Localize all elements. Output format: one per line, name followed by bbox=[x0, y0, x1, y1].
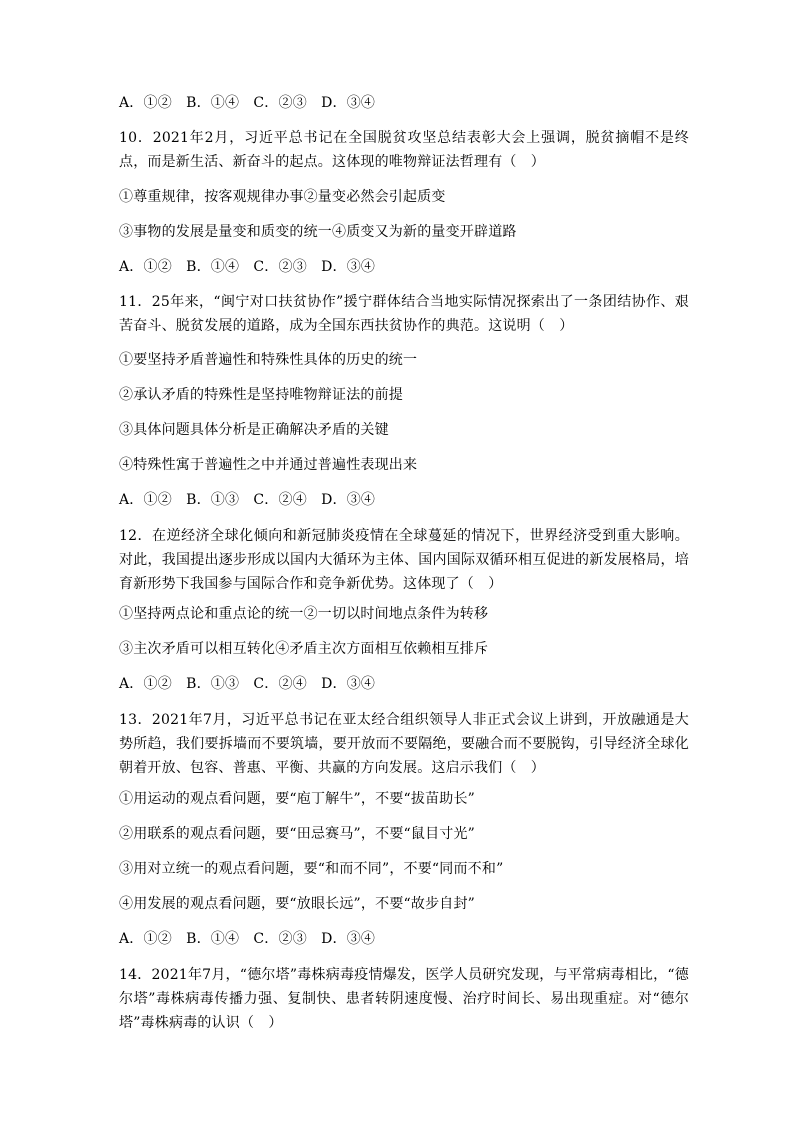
statement-q11-2: ②承认矛盾的特殊性是坚持唯物辩证法的前提 bbox=[119, 387, 403, 403]
statement-q11-1: ①要坚持矛盾普遍性和特殊性具体的历史的统一 bbox=[119, 352, 418, 368]
answer-options-q13: A．①② B．①④ C．②③ D．③④ bbox=[119, 931, 376, 947]
statement-q13-2: ②用联系的观点看问题，要“田忌赛马”，不要“鼠目寸光” bbox=[119, 826, 476, 842]
statement-q12-2: ③主次矛盾可以相互转化④矛盾主次方面相互依赖相互排斥 bbox=[119, 641, 489, 657]
statement-q12-1: ①坚持两点论和重点论的统一②一切以时间地点条件为转移 bbox=[119, 606, 489, 622]
question-10: 10．2021年2月，习近平总书记在全国脱贫攻坚总结表彰大会上强调，脱贫摘帽不是终点，而是新生活、新奋斗的起点。这体现的唯物辩证法哲理有（ ） bbox=[119, 130, 689, 170]
question-12: 12．在逆经济全球化倾向和新冠肺炎疫情在全球蔓延的情况下，世界经济受到重大影响。对此，我国提出逐步形成以国内大循环为主体、国内国际双循环相互促进的新发展格局，培育新形势下我国参与国际合作和竞争新优势。这体现了（ ） bbox=[119, 528, 689, 592]
question-14: 14．2021年7月，“德尔塔”毒株病毒疫情爆发，医学人员研究发现，与平常病毒相比，“德尔塔”毒株病毒传播力强、复制快、患者转阴速度慢、治疗时间长、易出现重症。对“德尔塔”毒株病毒的认识（ ） bbox=[119, 967, 689, 1031]
answer-options-q10: A．①② B．①④ C．②③ D．③④ bbox=[119, 259, 376, 275]
question-13: 13．2021年7月，习近平总书记在亚太经合组织领导人非正式会议上讲到，开放融通是大势所趋，我们要拆墙而不要筑墙，要开放而不要隔绝，要融合而不要脱钩，引导经济全球化朝着开放、包容、普惠、平衡、共赢的方向发展。这启示我们（ ） bbox=[119, 712, 689, 776]
answer-options-q11: A．①② B．①③ C．②④ D．③④ bbox=[119, 492, 376, 508]
statement-q13-1: ①用运动的观点看问题，要“庖丁解牛”，不要“拔苗助长” bbox=[119, 791, 476, 807]
statement-q10-2: ③事物的发展是量变和质变的统一④质变又为新的量变开辟道路 bbox=[119, 224, 517, 240]
statement-q11-3: ③具体问题具体分析是正确解决矛盾的关键 bbox=[119, 422, 389, 438]
statement-q10-1: ①尊重规律，按客观规律办事②量变必然会引起质变 bbox=[119, 189, 446, 205]
answer-options-q12: A．①② B．①③ C．②④ D．③④ bbox=[119, 676, 376, 692]
question-11: 11．25年来，“闽宁对口扶贫协作”援宁群体结合当地实际情况探索出了一条团结协作、艰苦奋斗、脱贫发展的道路，成为全国东西扶贫协作的典范。这说明（ ） bbox=[119, 294, 689, 334]
statement-q13-3: ③用对立统一的观点看问题，要“和而不同”，不要“同而不和” bbox=[119, 861, 504, 877]
answer-options-q9: A．①② B．①④ C．②③ D．③④ bbox=[119, 95, 376, 111]
statement-q13-4: ④用发展的观点看问题，要“放眼长远”，不要“故步自封” bbox=[119, 896, 476, 912]
statement-q11-4: ④特殊性寓于普遍性之中并通过普遍性表现出来 bbox=[119, 457, 418, 473]
